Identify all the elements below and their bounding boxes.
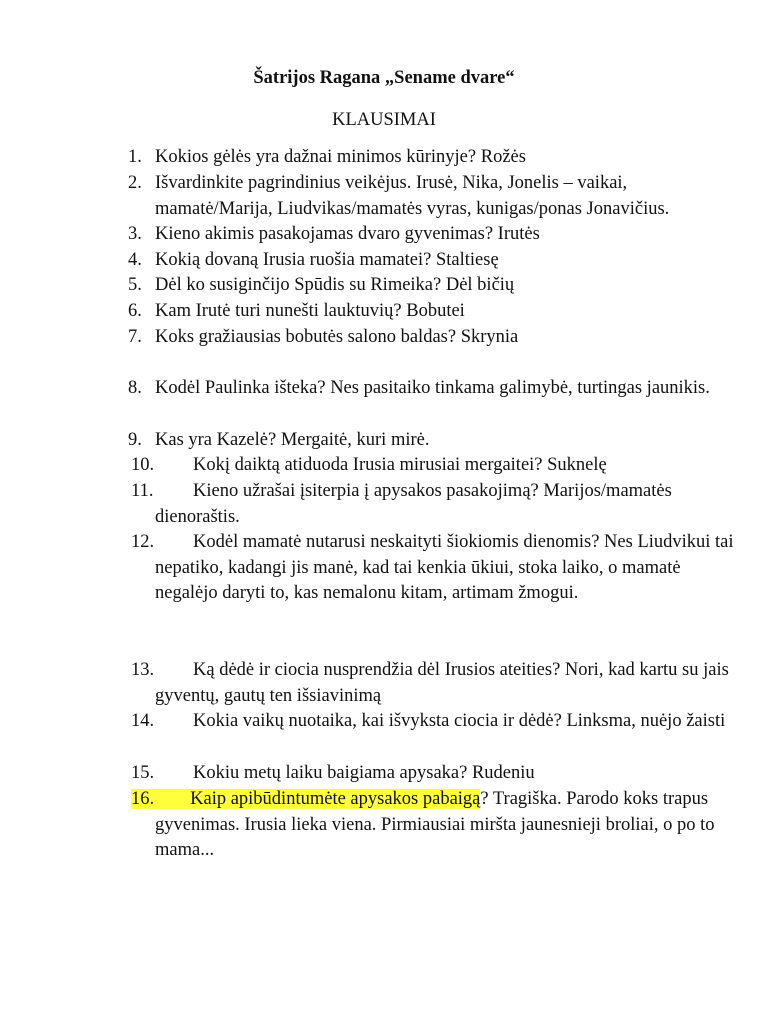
- item-text: Išvardinkite pagrindinius veikėjus. Irusė, Nika, Jonelis – vaikai, mamatė/Marija, Liudvikas/mamatės vyras, kunigas/ponas Jonavičius.: [155, 173, 670, 219]
- item-text: Kieno akimis pasakojamas dvaro gyvenimas? Irutės: [155, 224, 540, 244]
- item-number: 3.: [128, 224, 142, 244]
- item-remaining-text: ? Tragiška. Parodo koks trapus gyvenimas. Irusia lieka viena. Pirmiausiai miršta jaunesnieji broliai, o po to mama...: [155, 789, 715, 861]
- item-text: Kokios gėlės yra dažnai minimos kūrinyje? Rožės: [155, 147, 526, 167]
- item-number: 10.: [131, 455, 155, 475]
- item-text: Kieno užrašai įsiterpia į apysakos pasakojimą? Marijos/mamatės dienoraštis.: [155, 481, 672, 527]
- item-number: 6.: [128, 301, 142, 321]
- item-text: Ką dėdė ir ciocia nusprendžia dėl Irusios ateities? Nori, kad kartu su jais gyventų, gautų ten išsiavinimą: [155, 660, 729, 706]
- item-text: Kokį daiktą atiduoda Irusia mirusiai mergaitei? Suknelę: [193, 455, 607, 475]
- item-number: 13.: [131, 660, 155, 680]
- item-number: 14.: [131, 711, 155, 731]
- item-text: Dėl ko susiginčijo Spūdis su Rimeika? Dėl bičių: [155, 275, 515, 295]
- highlighted-number: [131, 789, 190, 809]
- item-text: Kas yra Kazelė? Mergaitė, kuri mirė.: [155, 430, 430, 450]
- item-number: 8.: [128, 378, 142, 398]
- item-number: 1.: [128, 147, 142, 167]
- highlighted-text: Kaip apibūdintumėte apysakos pabaigą: [190, 789, 481, 809]
- item-number: 7.: [128, 327, 142, 347]
- item-text: Kokią dovaną Irusia ruošia mamatei? Staltiesę: [155, 250, 499, 270]
- item-number: 15.: [131, 763, 155, 783]
- document-title: Šatrijos Ragana „Sename dvare“: [253, 68, 515, 88]
- item-text: Kokia vaikų nuotaika, kai išvyksta ciocia ir dėdė? Linksma, nuėjo žaisti: [193, 711, 726, 731]
- item-text: Kodėl Paulinka išteka? Nes pasitaiko tinkama galimybė, turtingas jaunikis.: [155, 378, 710, 398]
- item-text: [131, 787, 768, 864]
- item-number: 5.: [128, 275, 142, 295]
- item-number: 12.: [131, 532, 155, 552]
- item-number: 16.: [131, 789, 155, 809]
- item-text: Kokiu metų laiku baigiama apysaka? Rudeniu: [193, 763, 535, 783]
- item-text: Koks gražiausias bobutės salono baldas? Skrynia: [155, 327, 519, 347]
- item-number: 11.: [131, 481, 154, 501]
- item-number: 2.: [128, 173, 142, 193]
- item-number: 4.: [128, 250, 142, 270]
- document-subtitle: KLAUSIMAI: [332, 110, 436, 130]
- item-text: Kam Irutė turi nunešti lauktuvių? Bobutei: [155, 301, 465, 321]
- item-number: 9.: [128, 430, 142, 450]
- item-text: Kodėl mamatė nutarusi neskaityti šiokiomis dienomis? Nes Liudvikui tai nepatiko, kadangi jis manė, kad tai kenkia ūkiui, stoka laiko, o mamatė negalėjo daryti to, kas nemalonu kitam, artimam žmogui.: [155, 532, 734, 604]
